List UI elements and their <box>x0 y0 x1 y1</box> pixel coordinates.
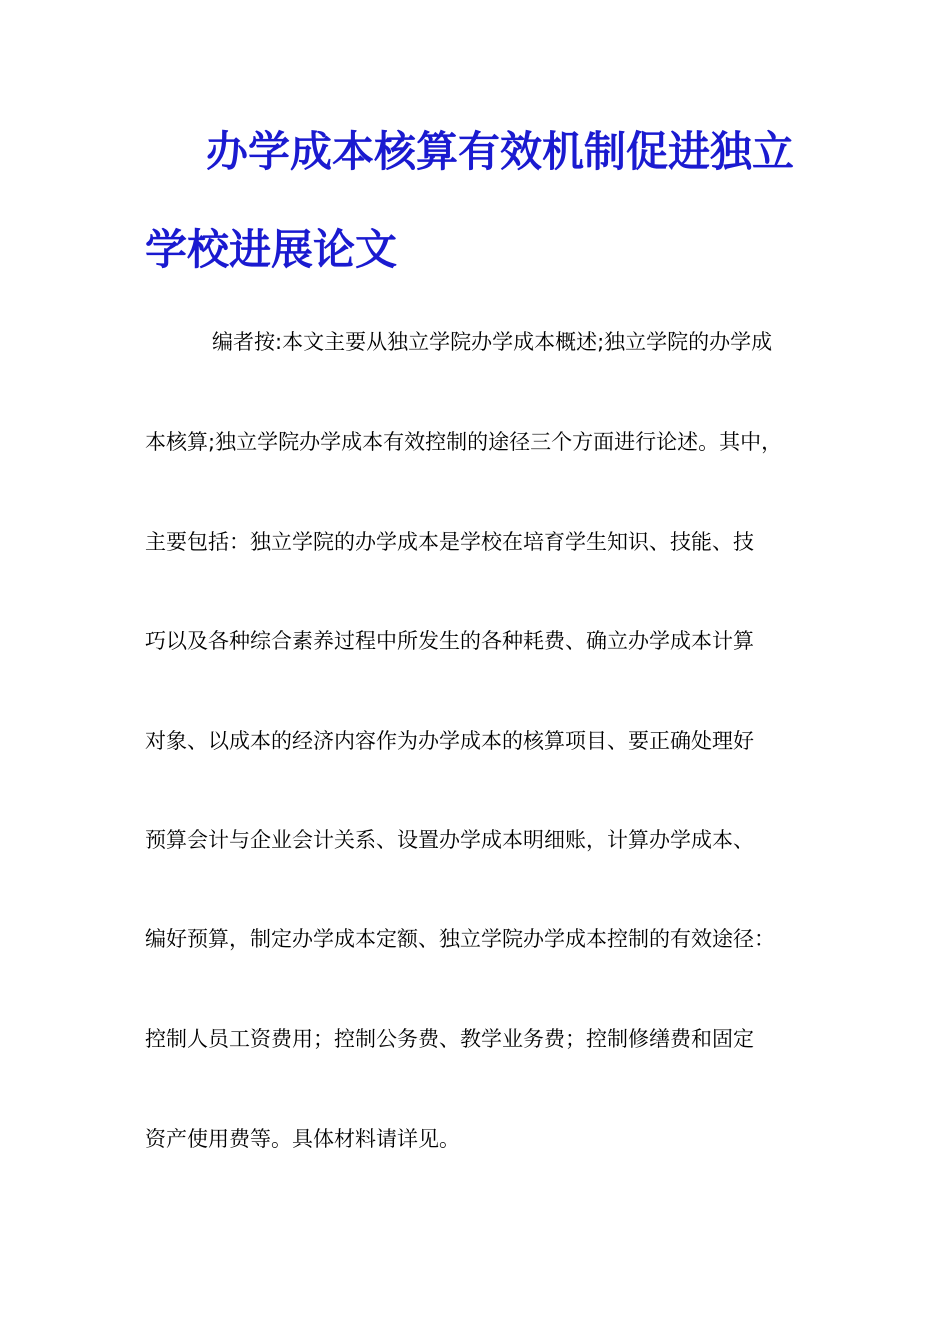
paragraph-line-6: 预算会计与企业会计关系、设置办学成本明细账，计算办学成本、 <box>145 828 754 852</box>
paragraph-line-3: 主要包括：独立学院的办学成本是学校在培育学生知识、技能、技 <box>145 530 754 554</box>
paragraph-line-5: 对象、以成本的经济内容作为办学成本的核算项目、要正确处理好 <box>145 729 754 753</box>
paragraph-line-4: 巧以及各种综合素养过程中所发生的各种耗费、确立办学成本计算 <box>145 629 754 653</box>
document-title-line-1: 办学成本核算有效机制促进独立 <box>206 127 795 176</box>
paragraph-line-8: 控制人员工资费用；控制公务费、教学业务费；控制修缮费和固定 <box>145 1027 754 1051</box>
document-title-line-2: 学校进展论文 <box>145 225 398 274</box>
paragraph-line-7: 编好预算，制定办学成本定额、独立学院办学成本控制的有效途径： <box>145 927 775 951</box>
paragraph-line-9: 资产使用费等。具体材料请详见。 <box>145 1127 460 1151</box>
paragraph-line-1: 编者按:本文主要从独立学院办学成本概述;独立学院的办学成 <box>212 330 773 354</box>
paragraph-line-2: 本核算;独立学院办学成本有效控制的途径三个方面进行论述。其中， <box>145 430 783 454</box>
